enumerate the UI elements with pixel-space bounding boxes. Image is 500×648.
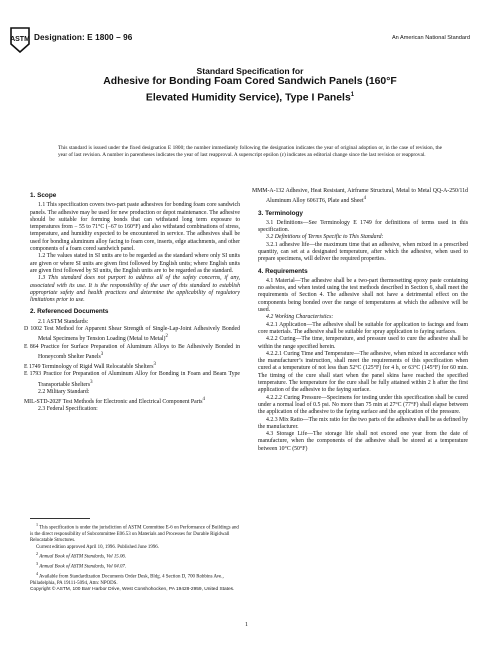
title-line-2: Adhesive for Bonding Foam Cored Sandwich Panels (160°F xyxy=(103,76,397,87)
para-2-1: 2.1 ASTM Standards: xyxy=(38,318,89,325)
ref-e864: E 864 Practice for Surface Preparation of Aluminum Alloys to Be Adhesively Bonded in Honeycomb Shelter Panels$^3$ xyxy=(24,343,240,360)
para-3-1: 3.1 Definitions—See Terminology E 1749 for definitions of terms used in this specification. xyxy=(258,219,468,234)
ref-mil-std: MIL-STD-202F Test Methods for Electronic and Electrical Component Parts$^4$ xyxy=(24,397,205,406)
section-heading-requirements: 4. Requirements xyxy=(258,267,308,275)
para-4-2-2: 4.2.2 Curing—The time, temperature, and pressure used to cure the adhesive shall be within the range specified herein. xyxy=(258,336,468,350)
ref-e1793: E 1793 Practice for Preparation of Aluminum Alloy for Bonding in Foam and Beam Type Transportable Shelters$^3$ xyxy=(24,371,240,388)
ref-d1002: D 1002 Test Method for Apparent Shear Strength of Single-Lap-Joint Adhesively Bonded Metal Specimens by Tension Loading (Metal to Metal)$^2$ xyxy=(24,326,240,343)
footnote-rule xyxy=(30,518,90,519)
footnote-1: $^1$ This specification is under the jurisdiction of ASTM Committee E-6 on Performance of Buildings and is the direct responsibility of Subcommittee E06.53 on Materials and Processes for Durable Rigidwall Relocatable Structures. xyxy=(30,522,239,544)
para-2-3: 2.3 Federal Specification: xyxy=(38,406,98,413)
para-4-2: 4.2 Working Characteristics: xyxy=(266,314,334,321)
left-column xyxy=(24,188,240,414)
para-4-2-1: 4.2.1 Application—The adhesive shall be suitable for application to facings and foam core materials. The adhesive shall be suitable for spray application to faying surfaces. xyxy=(258,321,468,335)
ref-e1749: E 1749 Terminology of Rigid Wall Relocatable Shelters$^3$ xyxy=(24,362,156,370)
footnotes xyxy=(30,522,240,588)
para-4-1: 4.1 Material—The adhesive shall be a two-part thermosetting epoxy paste containing no asbestos, and when tested using the test methods described in Section 6, shall meet the requirements of Section 4. The adhesive shall not have a detrimental effect on the components being bonded over the range of temperatures at which the adhesive will be used. xyxy=(258,277,468,314)
footnote-1b: Current edition approved April 10, 1996. Published June 1996. xyxy=(36,544,159,550)
para-4-2-2-1: 4.2.2.1 Curing Time and Temperature—The adhesive, when mixed in accordance with the manufacturer’s instruction, shall meet the requirements of this specification when cured at a temperature of not less than 52°C (125°F) for 4 h, or 63°C (145°F) for 60 min. The timing of the cure shall start when the panel skins have reached the specified temperature. The temperature for the cure shall be fully attained within 2 h after the first application of the adhesive to the faying surface. xyxy=(258,350,468,394)
para-2-2: 2.2 Military Standard: xyxy=(38,388,90,395)
section-heading-terminology: 3. Terminology xyxy=(258,209,303,217)
para-3-2-1: 3.2.1 adhesive life—the maximum time that an adhesive, when mixed in a prescribed quantity, can set at a designated temperature, after which the adhesive, when used to prepare specimens, will deliver the required properties. xyxy=(258,241,468,263)
section-heading-referenced: 2. Referenced Documents xyxy=(30,308,109,316)
page-number: 1 xyxy=(245,622,248,628)
astm-logo-icon xyxy=(8,27,32,53)
designation: Designation: E 1800 – 96 xyxy=(34,33,133,42)
para-1-2: 1.2 The values stated in SI units are to be regarded as the standard where only SI units are given or where SI units are given first followed by English units; where English units are given first followed by SI units, the English units are to be regarded as the standard. xyxy=(30,253,240,274)
right-column xyxy=(252,188,468,453)
title-line-1: Standard Specification for xyxy=(196,66,304,76)
para-4-2-2-2: 4.2.2.2 Curing Pressure—Specimens for testing under this specification shall be cured under a normal load of 0.5 psi. No more than 75 min at 27°C (77°F) shall elapse between the application of the adhesive to the faying surface and the application of the pressure. xyxy=(258,394,468,416)
title-line-3: Elevated Humidity Service), Type I Panels$^1$ xyxy=(145,91,355,103)
para-4-3: 4.3 Storage Life—The storage life shall not exceed one year from the date of manufacture, when the components of the adhesive shall be stored at a temperature between 10°C (50°F) xyxy=(258,431,468,452)
footnote-3: $^3$ Annual Book of ASTM Standards, Vol 04.07. xyxy=(36,561,127,570)
section-heading-scope: 1. Scope xyxy=(30,192,57,199)
footnote-4: $^4$ Available from Standardization Documents Order Desk, Bldg. 4 Section D, 700 Robbins Ave., Philadelphia, PA 19111-5094, Attn: NPODS. xyxy=(30,571,224,587)
para-4-2-3: 4.2.3 Mix Ratio—The mix ratio for the two parts of the adhesive shall be as defined by the manufacturer. xyxy=(258,416,468,430)
logo-text: ASTM xyxy=(10,36,30,43)
footnote-2: $^2$ Annual Book of ASTM Standards, Vol 15.06. xyxy=(36,551,127,560)
para-1-3: 1.3 This standard does not purport to address all of the safety concerns, if any, associated with its use. It is the responsibility of the user of this standard to establish appropriate safety and health practices and determine the applicability of regulatory limitations prior to use. xyxy=(30,275,240,304)
para-1-1: 1.1 This specification covers two-part paste adhesives for bonding foam core sandwich panels. The adhesive may be used for new production or depot maintenance. The adhesive should be suitable for forming bonds that can withstand long term exposure to temperatures from − 55 to 71°C (−67 to 160°F) and also withstand combinations of stress, temperature, and humidity expected to be encountered in service. The adhesives shall be used for bonding aluminum alloy facing to foam core, inserts, edge attachments, and other components of a foam cored sandwich panel. xyxy=(30,202,240,253)
para-3-2: 3.2 Definitions of Terms Specific to This Standard: xyxy=(266,234,384,241)
document-title xyxy=(80,66,420,104)
copyright-notice: Copyright © ASTM, 100 Barr Harbor Drive, West Conshohocken, PA 19428-2959, United States. xyxy=(30,587,235,592)
standard-type: An American National Standard xyxy=(391,35,470,41)
issued-note: This standard is issued under the fixed designation E 1800; the number immediately following the designation indicates the year of original adoption or, in the case of revision, the year of last revision. A number in parentheses indicates the year of last reapproval. A superscript epsilon (ε) indicates an editorial change since the last revision or reapproval. xyxy=(58,145,442,159)
ref-mmm-a-132: MMM-A-132 Adhesive, Heat Resistant, Airframe Structural, Metal to Metal QQ-A-250/11d Aluminum Alloy 6061T6, Plate and Sheet$^4$ xyxy=(252,188,468,205)
